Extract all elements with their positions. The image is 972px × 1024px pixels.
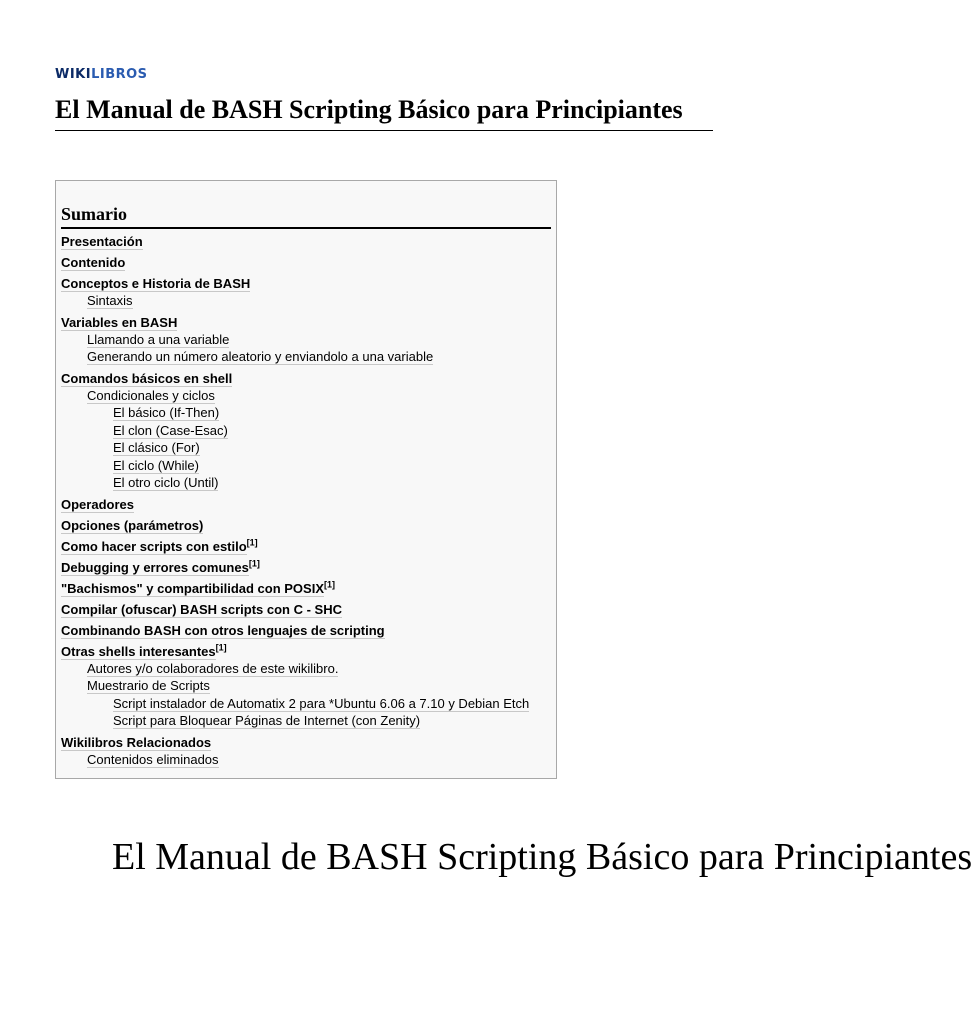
toc-link[interactable]: Otras shells interesantes: [61, 643, 216, 659]
toc-item: [61, 751, 551, 769]
toc-link[interactable]: Como hacer scripts con estilo: [61, 538, 247, 554]
toc-link[interactable]: El básico (If-Then): [113, 405, 220, 420]
toc-item: [61, 474, 551, 492]
toc-item: [61, 233, 551, 250]
toc-item: [61, 331, 551, 349]
toc-link[interactable]: El otro ciclo (Until): [113, 475, 219, 490]
toc-link[interactable]: El clásico (For): [113, 440, 200, 455]
toc-item: [61, 677, 551, 695]
toc-item: [61, 387, 551, 405]
toc-link[interactable]: Sintaxis: [87, 293, 133, 308]
toc-item: [61, 622, 551, 639]
toc-item: [61, 517, 551, 534]
toc-item: [61, 559, 551, 576]
toc-link[interactable]: Wikilibros Relacionados: [61, 734, 212, 750]
toc-link[interactable]: Script para Bloquear Páginas de Internet (con Zenity): [113, 713, 421, 728]
toc-link[interactable]: El ciclo (While): [113, 457, 199, 473]
toc-link[interactable]: Muestrario de Scripts: [87, 678, 210, 693]
toc-heading: Sumario: [61, 201, 551, 229]
toc-link[interactable]: Combinando BASH con otros lenguajes de scripting: [61, 622, 385, 638]
toc-item: [61, 734, 551, 751]
toc-link[interactable]: Contenido: [61, 255, 126, 270]
toc-item: [61, 660, 551, 678]
toc-item: [61, 292, 551, 310]
toc-item: [61, 496, 551, 513]
toc-link[interactable]: Contenidos eliminados: [87, 751, 219, 767]
toc-link[interactable]: El clon (Case-Esac): [113, 422, 228, 438]
toc-item: [61, 538, 551, 555]
toc-link[interactable]: Script instalador de Automatix 2 para *Ubuntu 6.06 a 7.10 y Debian Etch: [113, 695, 530, 711]
toc-item: [61, 314, 551, 331]
toc-link[interactable]: Debugging y errores comunes: [61, 559, 249, 575]
reference-marker[interactable]: [1]: [324, 579, 336, 590]
reference-marker[interactable]: [1]: [215, 642, 227, 653]
toc-item: [61, 275, 551, 292]
toc-item: [61, 643, 551, 660]
toc-link[interactable]: Autores y/o colaboradores de este wikilibro.: [87, 660, 339, 676]
toc-item: [61, 601, 551, 618]
reference-marker[interactable]: [1]: [248, 558, 260, 569]
toc-item: [61, 422, 551, 440]
toc-item: [61, 404, 551, 422]
toc-link[interactable]: Compilar (ofuscar) BASH scripts con C - SHC: [61, 601, 342, 617]
toc-link[interactable]: Comandos básicos en shell: [61, 370, 233, 386]
toc-item: [61, 712, 551, 730]
toc-link[interactable]: Generando un número aleatorio y enviandolo a una variable: [87, 349, 434, 364]
logo-part-wiki: WIKI: [55, 67, 92, 82]
table-of-contents: [55, 180, 557, 779]
section-title: El Manual de BASH Scripting Básico para Principiantes: [112, 836, 972, 878]
toc-link[interactable]: Conceptos e Historia de BASH: [61, 276, 251, 291]
logo-part-libros: LIBROS: [91, 67, 148, 82]
toc-link[interactable]: Presentación: [61, 234, 143, 249]
toc-item: [61, 695, 551, 713]
toc-link[interactable]: Llamando a una variable: [87, 331, 230, 347]
page-title: El Manual de BASH Scripting Básico para Principiantes: [55, 94, 713, 131]
toc-link[interactable]: Variables en BASH: [61, 314, 178, 330]
toc-list: [61, 233, 551, 768]
toc-item: [61, 348, 551, 366]
toc-item: [61, 439, 551, 457]
toc-item: [61, 254, 551, 271]
toc-link[interactable]: "Bachismos" y compartibilidad con POSIX: [61, 580, 325, 596]
toc-item: [61, 457, 551, 475]
toc-link[interactable]: Condicionales y ciclos: [87, 387, 215, 403]
reference-marker[interactable]: [1]: [246, 537, 258, 548]
toc-link[interactable]: Opciones (parámetros): [61, 517, 204, 533]
toc-link[interactable]: Operadores: [61, 496, 134, 512]
toc-item: [61, 580, 551, 597]
wikilibros-logo[interactable]: [55, 67, 148, 82]
toc-item: [61, 370, 551, 387]
